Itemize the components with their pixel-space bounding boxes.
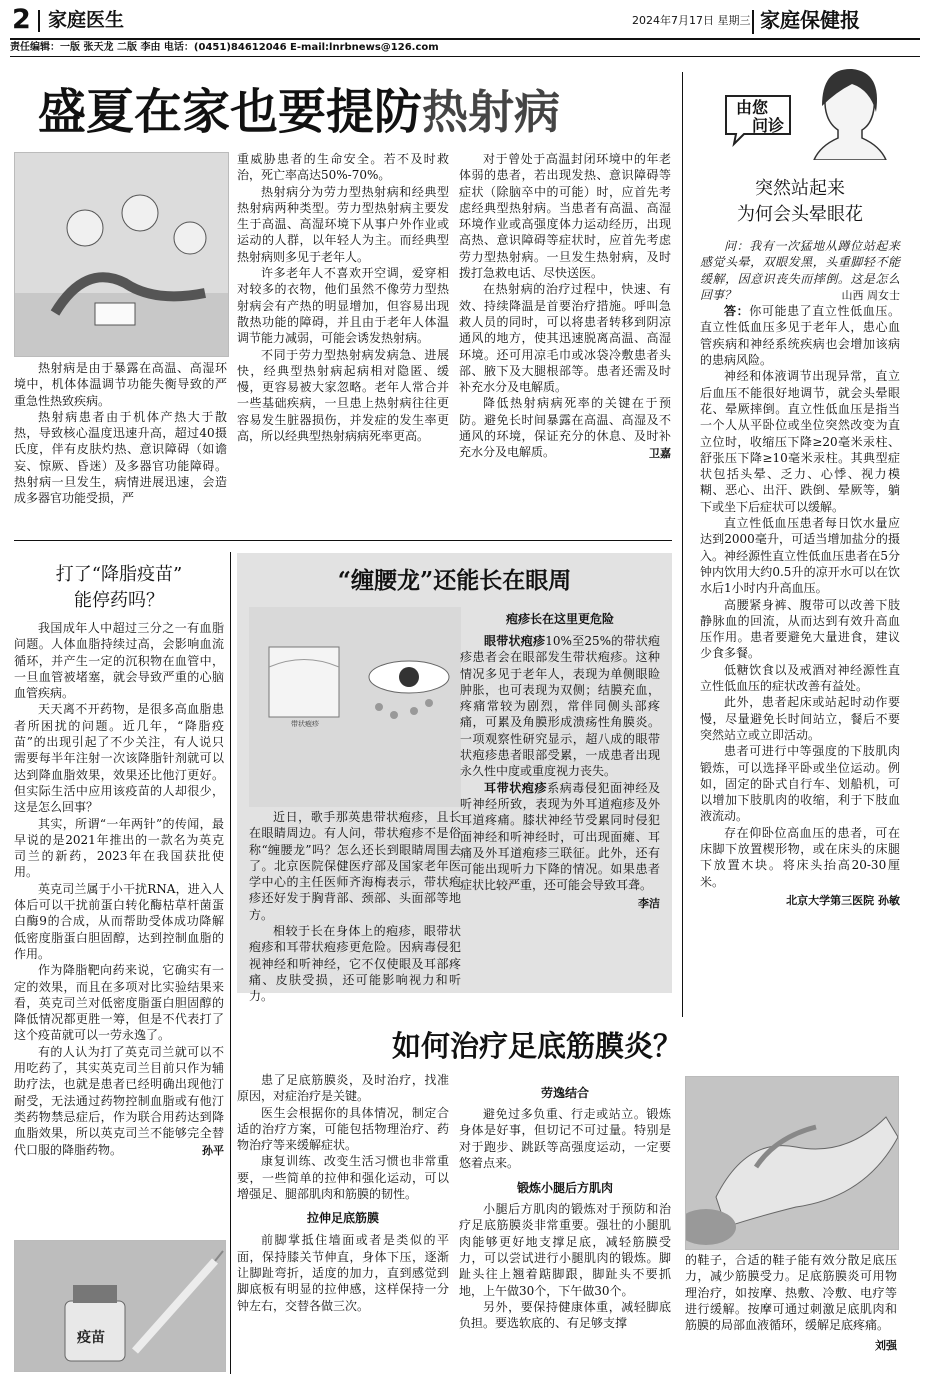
paragraph: 在热射病的治疗过程中，快速、有效、持续降温是首要治疗措施。呼叫急救人员的同时，可以将患者转移到阴凉通风的地方，使其迅速脱离高温、高湿环境。还可用凉毛巾或冰袋冷敷患者头部、腋下及大腿根部等。患者还需及时补充水分及电解质。 <box>459 282 671 395</box>
main-col2 <box>237 151 449 444</box>
author: 李洁 <box>638 896 660 910</box>
divider <box>682 72 683 1017</box>
paragraph: 高腰紧身裤、腹带可以改善下肢静脉血的回流，从而达到有效升高血压作用。患者要避免大量进食，建议少食多餐。 <box>700 597 900 661</box>
inset-label: 带状疱疹 <box>291 720 319 728</box>
paragraph: 医生会根据你的具体情况，制定合适的治疗方案，可能包括物理治疗、药物治疗等来缓解症状。 <box>237 1105 449 1153</box>
vaccine-label: 疫苗 <box>77 1330 105 1346</box>
author: 北京大学第三医院 孙敏 <box>786 893 900 907</box>
question: 问：我有一次猛地从蹲位站起来感觉头晕，双眼发黑，头重脚轻不能缓解，因意识丧失而摔倒。这是怎么回事？ <box>700 239 900 302</box>
qa-body <box>700 238 900 908</box>
paragraph: 相较于长在身体上的疱疹，眼带状疱疹和耳带状疱疹更危险。因病毒侵犯视神经和听神经，它不仅使眼及耳部疼痛、皮肤受损，还可能影响视力和听力。 <box>249 924 461 1004</box>
section-name: 家庭医生 <box>48 9 125 31</box>
paragraph: 康复训练、改变生活习惯也非常重要，一些简单的拉伸和强化运动，可以增强足、腿部肌肉和筋膜的韧性。 <box>237 1154 449 1202</box>
foot-title: 如何治疗足底筋膜炎？ <box>392 1029 683 1063</box>
foot-photo <box>685 1076 899 1250</box>
paragraph: 有的人认为打了英克司兰就可以不用吃药了，其实英克司兰目前只作为辅助疗法，也就是患者已经明确出现他汀耐受，无法通过药物控制血脂或有他汀类药物禁忌症后，作为联合用药达到降血脂效果，所以英克司兰不能够完全替代口服的降脂药物。 <box>14 1044 224 1157</box>
paragraph: 热射病是由于暴露在高温、高湿环境中，机体体温调节功能失衡导致的严重急性热致疾病。 <box>14 361 227 408</box>
asker: 山西 周女士 <box>841 289 900 303</box>
paragraph: 重威胁患者的生命安全。若不及时救治，死亡率高达50%-70%。 <box>237 152 449 183</box>
paragraph: 神经和体液调节出现异常，直立后血压不能很好地调节，就会头晕眼花、晕厥摔倒。直立性低血压是指当一个人从平卧位或坐位突然改变为直立位时，收缩压下降≥20毫米汞柱、舒张压下降≥10毫米汞柱。其典型症状包括头晕、乏力、心悸、视力模糊、恶心、出汗、跌倒、晕厥等，躺下或坐下后症状可以缓解。 <box>700 369 900 514</box>
doctor-portrait <box>800 64 890 160</box>
paragraph: 低糖饮食以及戒酒对神经源性直立性低血压的症状改善有益处。 <box>700 662 900 694</box>
portrait-sketch <box>800 64 890 160</box>
paragraph: 直立性低血压患者每日饮水量应达到2000毫升，可适当增加盐分的摄入。神经源性直立性低血压患者在5分钟内饮用大约0.5升的凉开水可以在饮水后1小时内升高血压。 <box>700 516 900 596</box>
badge-line: 问诊 <box>752 116 785 135</box>
foot-subhead: 拉伸足底筋膜 <box>306 1211 379 1226</box>
paragraph: 其实，所谓“一年两针”的传闻，最早说的是2021年推出的一款名为英克司兰的新药，2023年在我国获批使用。 <box>14 816 224 880</box>
qa-title <box>700 176 900 228</box>
paragraph: 许多老年人不喜欢开空调，爱穿相对较多的衣物，他们虽然不像劳力型热射病会有产热的明显增加，但容易出现散热功能的障碍，并且由于老年人体温调节能力减弱，可能会诱发热射病。 <box>237 266 449 346</box>
paragraph: 热射病分为劳力型热射病和经典型热射病两种类型。劳力型热射病主要发生于高温、高湿环境下从事户外作业或运动的人群，以年轻人为主。而经典型热射病则多见于老年人。 <box>237 184 449 264</box>
vial-syringe-art <box>15 1241 225 1371</box>
foot-col4 <box>685 1252 897 1353</box>
vaccine-title-line: 能停药吗？ <box>74 590 164 611</box>
qa-title-line: 为何会头晕眼花 <box>737 204 863 225</box>
paragraph: 作为降脂靶向药来说，它确实有一定的效果，而且在多项对比实验结果来看，英克司兰对低密度脂蛋白胆固醇的降低情况都更胜一筹，但是不代表打了这个疫苗就可以一劳永逸了。 <box>14 963 224 1043</box>
divider <box>10 38 920 40</box>
paragraph: 我国成年人中超过三分之一有血脂问题。人体血脂持续过高，会影响血流循环，并产生一定的沉积物在血管中，一旦血管被堵塞，就会导致严重的心脑血管疾病。 <box>14 621 224 701</box>
ear-paragraph <box>460 780 660 894</box>
paragraph: 降低热射病病死率的关键在于预防。避免长时间暴露在高温、高湿及不通风的环境，保证充分的休息、及时补充水分及电解质。 <box>459 396 671 460</box>
heatstroke-illustration <box>14 152 229 357</box>
paragraph: 对于曾处于高温封闭环境中的年老体弱的患者，若出现发热、意识障碍等症状（除脑卒中的可能）时，应首先考虑经典型热射病。当患者有高温、高湿环境作业或高强度体力运动经历，出现高热、意识障碍等症状时，应首先考虑劳力型热射病。一旦发生热射病，及时拨打急救电话、尽快送医。 <box>459 152 671 281</box>
main-col1 <box>14 360 227 507</box>
ear-text: 系病毒侵犯面神经及听神经所致，表现为外耳道疱疹及外耳道疼痛。膝状神经节受累同时侵犯面神经和听神经时，可出现面瘫、耳痛及外耳道疱疹三联征。此外，还有可能出现听力下降的情况。如果患者症状比较严重，还可能会导致耳聋。 <box>460 780 660 893</box>
divider <box>38 10 40 32</box>
headline <box>38 82 560 142</box>
author: 孙平 <box>202 1143 224 1157</box>
divider <box>230 552 231 1374</box>
answer-text: 你可能患了直立性低血压。直立性低血压多见于老年人，患心血管疾病和神经系统疾病也会增加该病的患病风险。 <box>700 304 900 368</box>
foot-subhead: 劳逸结合 <box>540 1086 589 1100</box>
shingles-title: “缠腰龙”还能长在眼周 <box>337 567 572 594</box>
eye-lead: 眼带状疱疹 <box>484 634 546 648</box>
paragraph: 小腿后方肌肉的锻炼对于预防和治疗足底筋膜炎非常重要。强壮的小腿肌肉能够更好地支撑足底，减轻筋膜受力，可以尝试进行小腿肌肉的锻炼。脚趾头往上翘着踮脚跟，脚趾头不要抓地，上午做30个，下午做30个。 <box>459 1202 671 1298</box>
answer <box>700 303 900 368</box>
vaccine-body <box>14 620 224 1158</box>
paper-name: 家庭保健报 <box>760 8 860 32</box>
paragraph: 避免过多负重、行走或站立。锻炼身体是好事，但切记不可过量。特别是对于跑步、跳跃等高强度运动，一定要悠着点来。 <box>459 1107 671 1170</box>
eye-rash-art <box>249 607 461 807</box>
shingles-box <box>237 553 672 1004</box>
masthead <box>10 4 920 56</box>
shingles-subhead: 疱疹长在这里更危险 <box>505 612 614 626</box>
paragraph: 存在仰卧位高血压的患者，可在床脚下放置楔形物，或在床头的床腿下放置木块。将床头抬高20-30厘米。 <box>700 825 900 889</box>
author: 卫嘉 <box>649 446 671 460</box>
eye-paragraph <box>460 633 660 780</box>
vaccine-title <box>14 562 224 614</box>
qa-badge <box>722 92 794 148</box>
headline-highlight: 热射病 <box>422 85 561 139</box>
qa-title-line: 突然站起来 <box>755 178 845 199</box>
eye-text: 10%至25%的带状疱疹患者会在眼部发生带状疱疹。这种情况多见于老年人，表现为单侧眼睑肿胀，也可表现为双侧；结膜充血，疼痛常较为剧烈，常伴同侧头部疼痛，可累及角膜形成溃疡性角膜炎。一项观察性研究显示，超八成的眼带状疱疹患者眼部受累，一成患者出现永久性中度或重度视力丧失。 <box>460 634 660 779</box>
divider <box>14 540 672 541</box>
shingles-photo <box>249 607 461 807</box>
foot-sketch <box>686 1077 898 1249</box>
paragraph: 的鞋子，合适的鞋子能有效分散足底压力，减少筋膜受力。足底筋膜炎可用物理治疗，如按摩、热敷、冷敷、电疗等进行缓解。按摩可通过刺激足底肌肉和筋膜的局部血液循环，缓解足底疼痛。 <box>685 1253 897 1333</box>
paragraph: 前脚掌抵住墙面或者是类似的平面，保持膝关节伸直，身体下压，逐渐让脚趾弯折，适度的加力，直到感觉到脚底板有明显的拉伸感，这样保持一分钟左右，交替各做三次。 <box>237 1233 449 1313</box>
vaccine-photo <box>14 1240 226 1372</box>
foot-col2 <box>459 1082 671 1332</box>
headline-part: 盛夏在家也要提防 <box>38 84 423 140</box>
paragraph: 热射病患者由于机体产热大于散热，导致核心温度迅速升高，超过40摄氏度，伴有皮肤灼热、意识障碍（如谵妄、惊厥、昏迷）及多器官功能障碍。热射病一旦发生，病情进展迅速，会造成多器官功能受损，严 <box>14 409 227 506</box>
paragraph: 天天离不开药物，是很多高血脂患者所困扰的问题。近几年，“降脂疫苗”的出现引起了不少关注，有人说只需要每半年注射一次该降脂针剂就可以达到降血脂效果，效果还比他汀更好。但实际生活中应用该疫苗的人却很少，这是怎么回事？ <box>14 702 224 815</box>
cartoon-art <box>15 153 228 356</box>
paragraph: 患了足底筋膜炎，及时治疗，找准原因，对症治疗是关键。 <box>237 1073 449 1104</box>
editor-line: 责任编辑：一版 张天龙 二版 李由 电话：(0451)84612046 E-mail:lnrbnews@126.com <box>10 42 439 53</box>
paragraph: 另外，要保持健康体重，减轻脚底负担。要选软底的、有足够支撑 <box>459 1299 671 1331</box>
issue-date: 2024年7月17日 星期三 <box>632 14 751 27</box>
divider <box>752 10 754 34</box>
paragraph: 此外，患者起床或站起时动作要慢，尽量避免长时间站立，餐后不要突然站立或立即活动。 <box>700 695 900 742</box>
paragraph: 不同于劳力型热射病发病急、进展快，经典型热射病起病相对隐匿、缓慢，更容易被大家忽略。老年人常合并一些基础疾病，一旦患上热射病往往更容易发生脏器损伤，并发症的发生率更高，所以经典型热射病病死率更高。 <box>237 347 449 444</box>
main-col3 <box>459 151 671 461</box>
page-number: 2 <box>12 4 31 35</box>
paragraph: 患者可进行中等强度的下肢肌肉锻炼，可以选择平卧或坐位运动。例如，固定的卧式自行车、划船机，可以增加下肢肌肉的收缩，利于下肢血液流动。 <box>700 744 900 824</box>
ear-lead: 耳带状疱疹 <box>484 780 548 795</box>
paragraph: 近日，歌手那英患带状疱疹，且长在眼睛周边。有人问，带状疱疹不是俗称“缠腰龙”吗？怎么还长到眼睛周围去了。北京医院保健医疗部及国家老年医学中心的主任医师齐海梅表示，带状疱疹还好发于胸背部、颈部、头面部等地方。 <box>249 810 461 922</box>
author: 刘强 <box>875 1339 897 1353</box>
foot-subhead: 锻炼小腿后方肌肉 <box>516 1181 613 1196</box>
paragraph: 英克司兰属于小干扰RNA，进入人体后可以干扰前蛋白转化酶枯草杆菌蛋白酶9的合成，从而帮助受体成功降解低密度脂蛋白胆固醇，达到控制血脂的作用。 <box>14 881 224 961</box>
answer-lead: 答： <box>724 304 750 319</box>
badge-line: 由您 <box>736 98 769 117</box>
shingles-detail <box>460 609 660 911</box>
vaccine-title-line: 打了“降脂疫苗” <box>55 564 183 585</box>
foot-col1 <box>237 1072 449 1314</box>
divider <box>10 56 920 57</box>
shingles-intro <box>249 809 461 1005</box>
